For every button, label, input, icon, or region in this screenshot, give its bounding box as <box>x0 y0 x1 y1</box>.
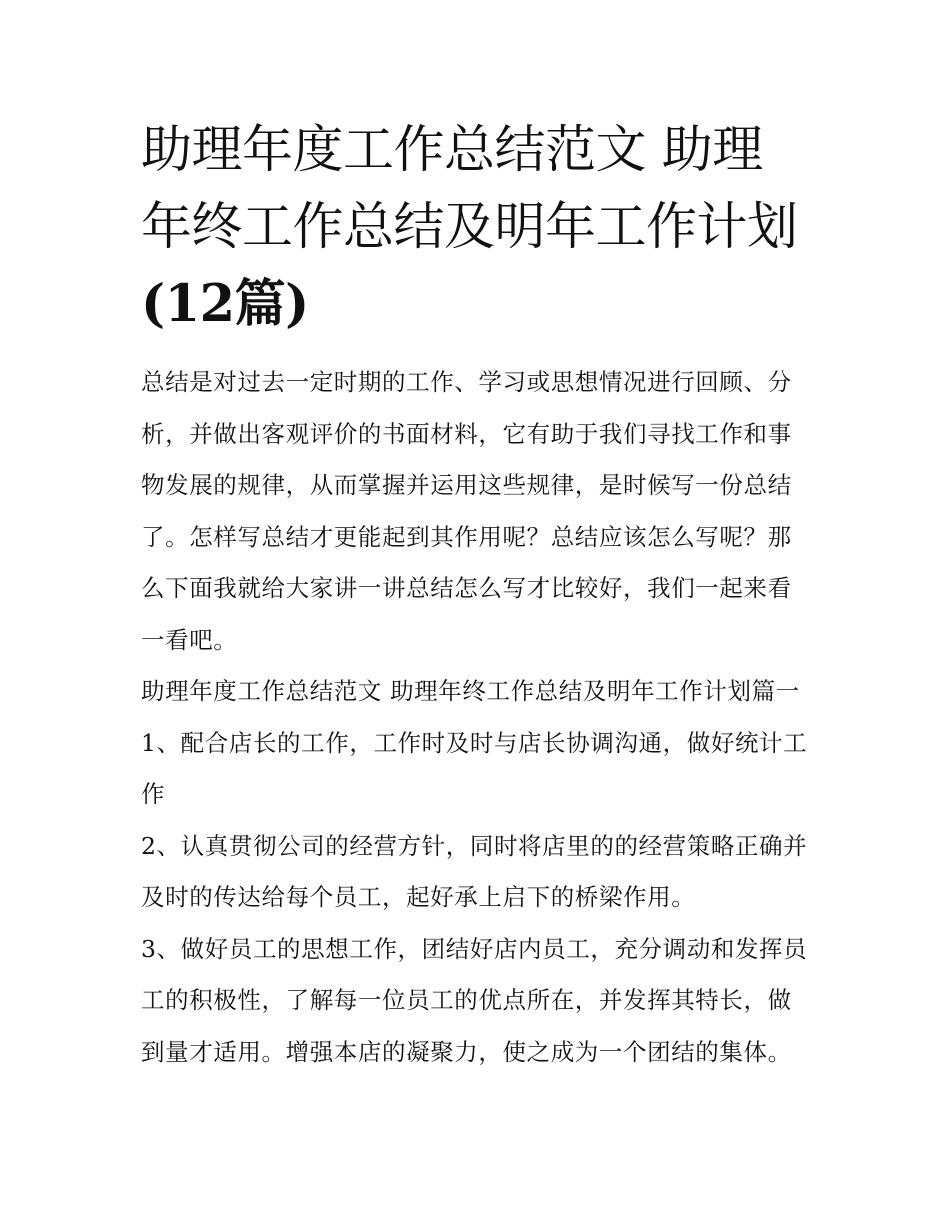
document-body <box>141 357 813 1078</box>
page-title <box>141 112 813 343</box>
section-heading: 助理年度工作总结范文 助理年终工作总结及明年工作计划篇一 <box>141 677 800 705</box>
list-item: 2、认真贯彻公司的经营方针，同时将店里的的经营策略正确并及时的传达给每个员工，起好承上启下的桥梁作用。 <box>141 831 808 911</box>
section-heading-paragraph <box>141 666 813 821</box>
list-item: 1、配合店长的工作，工作时及时与店长协调沟通，做好统计工作 <box>141 728 808 808</box>
intro-paragraph: 总结是对过去一定时期的工作、学习或思想情况进行回顾、分析，并做出客观评价的书面材料，它有助于我们寻找工作和事物发展的规律，从而掌握并运用这些规律，是时候写一份总结了。怎样写总结才更能起到其作用呢？总结应该怎么写呢？那么下面我就给大家讲一讲总结怎么写才比较好，我们一起来看一看吧。 <box>141 368 792 654</box>
title-suffix: (12篇) <box>141 274 309 334</box>
document-page <box>141 112 813 1078</box>
list-item: 3、做好员工的思想工作，团结好店内员工，充分调动和发挥员工的积极性，了解每一位员工的优点所在，并发挥其特长，做到量才适用。增强本店的凝聚力，使之成为一个团结的集体。 <box>141 934 808 1066</box>
title-main: 助理年度工作总结范文 助理年终工作总结及明年工作计划 <box>141 121 798 257</box>
